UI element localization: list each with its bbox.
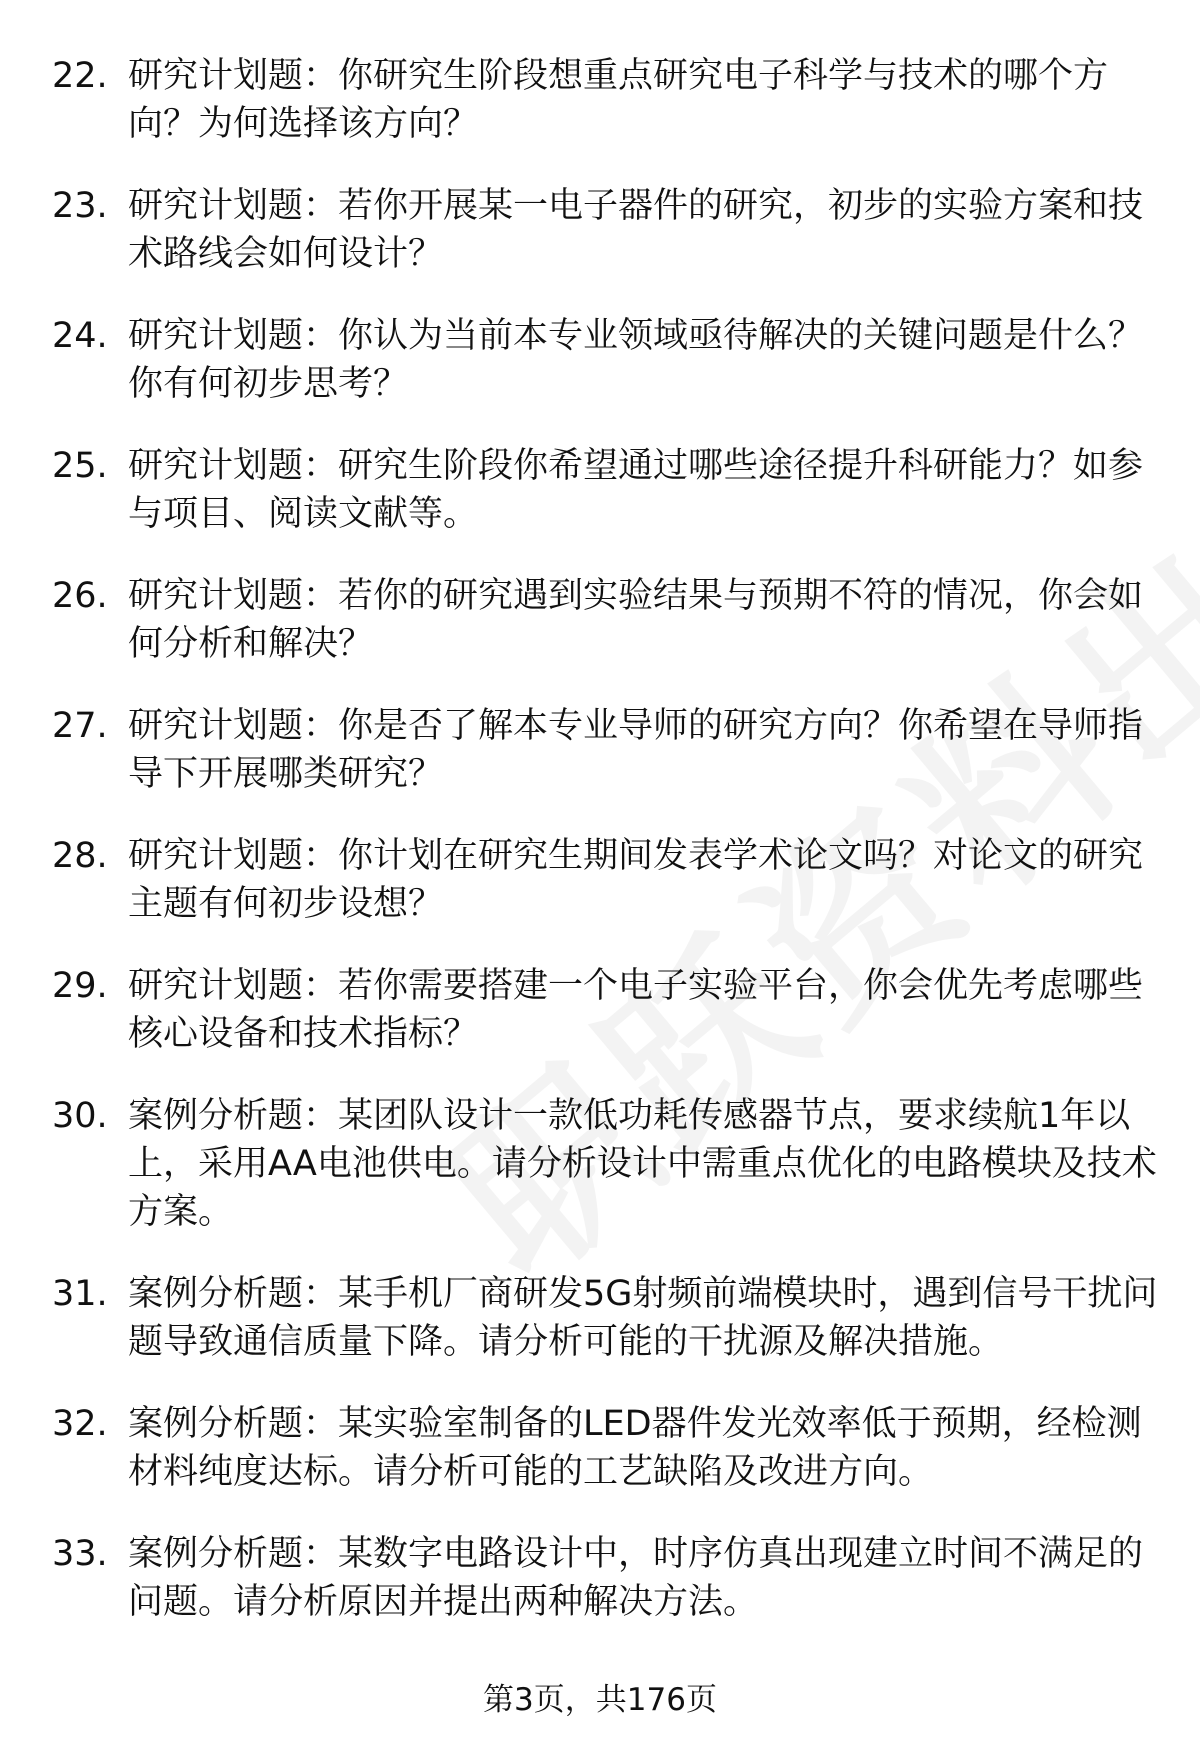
question-number: 31. xyxy=(52,1274,108,1314)
question-item xyxy=(52,1530,1162,1626)
question-item xyxy=(52,312,1162,408)
question-number: 22. xyxy=(52,56,108,96)
question-text: 研究计划题：若你的研究遇到实验结果与预期不符的情况，你会如何分析和解决？ xyxy=(128,576,1144,664)
question-item xyxy=(52,702,1162,798)
question-text: 研究计划题：你研究生阶段想重点研究电子科学与技术的哪个方向？为何选择该方向？ xyxy=(128,56,1109,144)
question-text: 案例分析题：某实验室制备的LED器件发光效率低于预期，经检测材料纯度达标。请分析可能的工艺缺陷及改进方向。 xyxy=(128,1404,1142,1492)
question-item xyxy=(52,572,1162,668)
question-text: 研究计划题：你认为当前本专业领域亟待解决的关键问题是什么？你有何初步思考？ xyxy=(128,316,1144,404)
question-number: 32. xyxy=(52,1404,108,1444)
question-number: 24. xyxy=(52,316,108,356)
question-number: 30. xyxy=(52,1096,108,1136)
question-item xyxy=(52,52,1162,148)
question-item xyxy=(52,832,1162,928)
question-text: 案例分析题：某数字电路设计中，时序仿真出现建立时间不满足的问题。请分析原因并提出两种解决方法。 xyxy=(128,1534,1144,1622)
question-text: 研究计划题：你是否了解本专业导师的研究方向？你希望在导师指导下开展哪类研究？ xyxy=(128,706,1144,794)
question-number: 26. xyxy=(52,576,108,616)
question-item xyxy=(52,1270,1162,1366)
question-number: 27. xyxy=(52,706,108,746)
question-list xyxy=(52,52,1162,1660)
question-text: 研究计划题：你计划在研究生期间发表学术论文吗？对论文的研究主题有何初步设想？ xyxy=(128,836,1144,924)
question-number: 28. xyxy=(52,836,108,876)
question-item xyxy=(52,1400,1162,1496)
question-text: 研究计划题：若你需要搭建一个电子实验平台，你会优先考虑哪些核心设备和技术指标？ xyxy=(128,966,1144,1054)
question-number: 33. xyxy=(52,1534,108,1574)
question-number: 23. xyxy=(52,186,108,226)
question-item xyxy=(52,1092,1162,1236)
question-text: 研究计划题：若你开展某一电子器件的研究，初步的实验方案和技术路线会如何设计？ xyxy=(128,186,1144,274)
question-text: 案例分析题：某手机厂商研发5G射频前端模块时，遇到信号干扰问题导致通信质量下降。请分析可能的干扰源及解决措施。 xyxy=(128,1274,1158,1362)
page-footer: 第3页，共176页 xyxy=(483,1682,717,1718)
question-number: 25. xyxy=(52,446,108,486)
question-text: 研究计划题：研究生阶段你希望通过哪些途径提升科研能力？如参与项目、阅读文献等。 xyxy=(128,446,1144,534)
question-item xyxy=(52,962,1162,1058)
question-item xyxy=(52,442,1162,538)
question-number: 29. xyxy=(52,966,108,1006)
question-text: 案例分析题：某团队设计一款低功耗传感器节点，要求续航1年以上，采用AA电池供电。请分析设计中需重点优化的电路模块及技术方案。 xyxy=(128,1096,1157,1232)
question-item xyxy=(52,182,1162,278)
